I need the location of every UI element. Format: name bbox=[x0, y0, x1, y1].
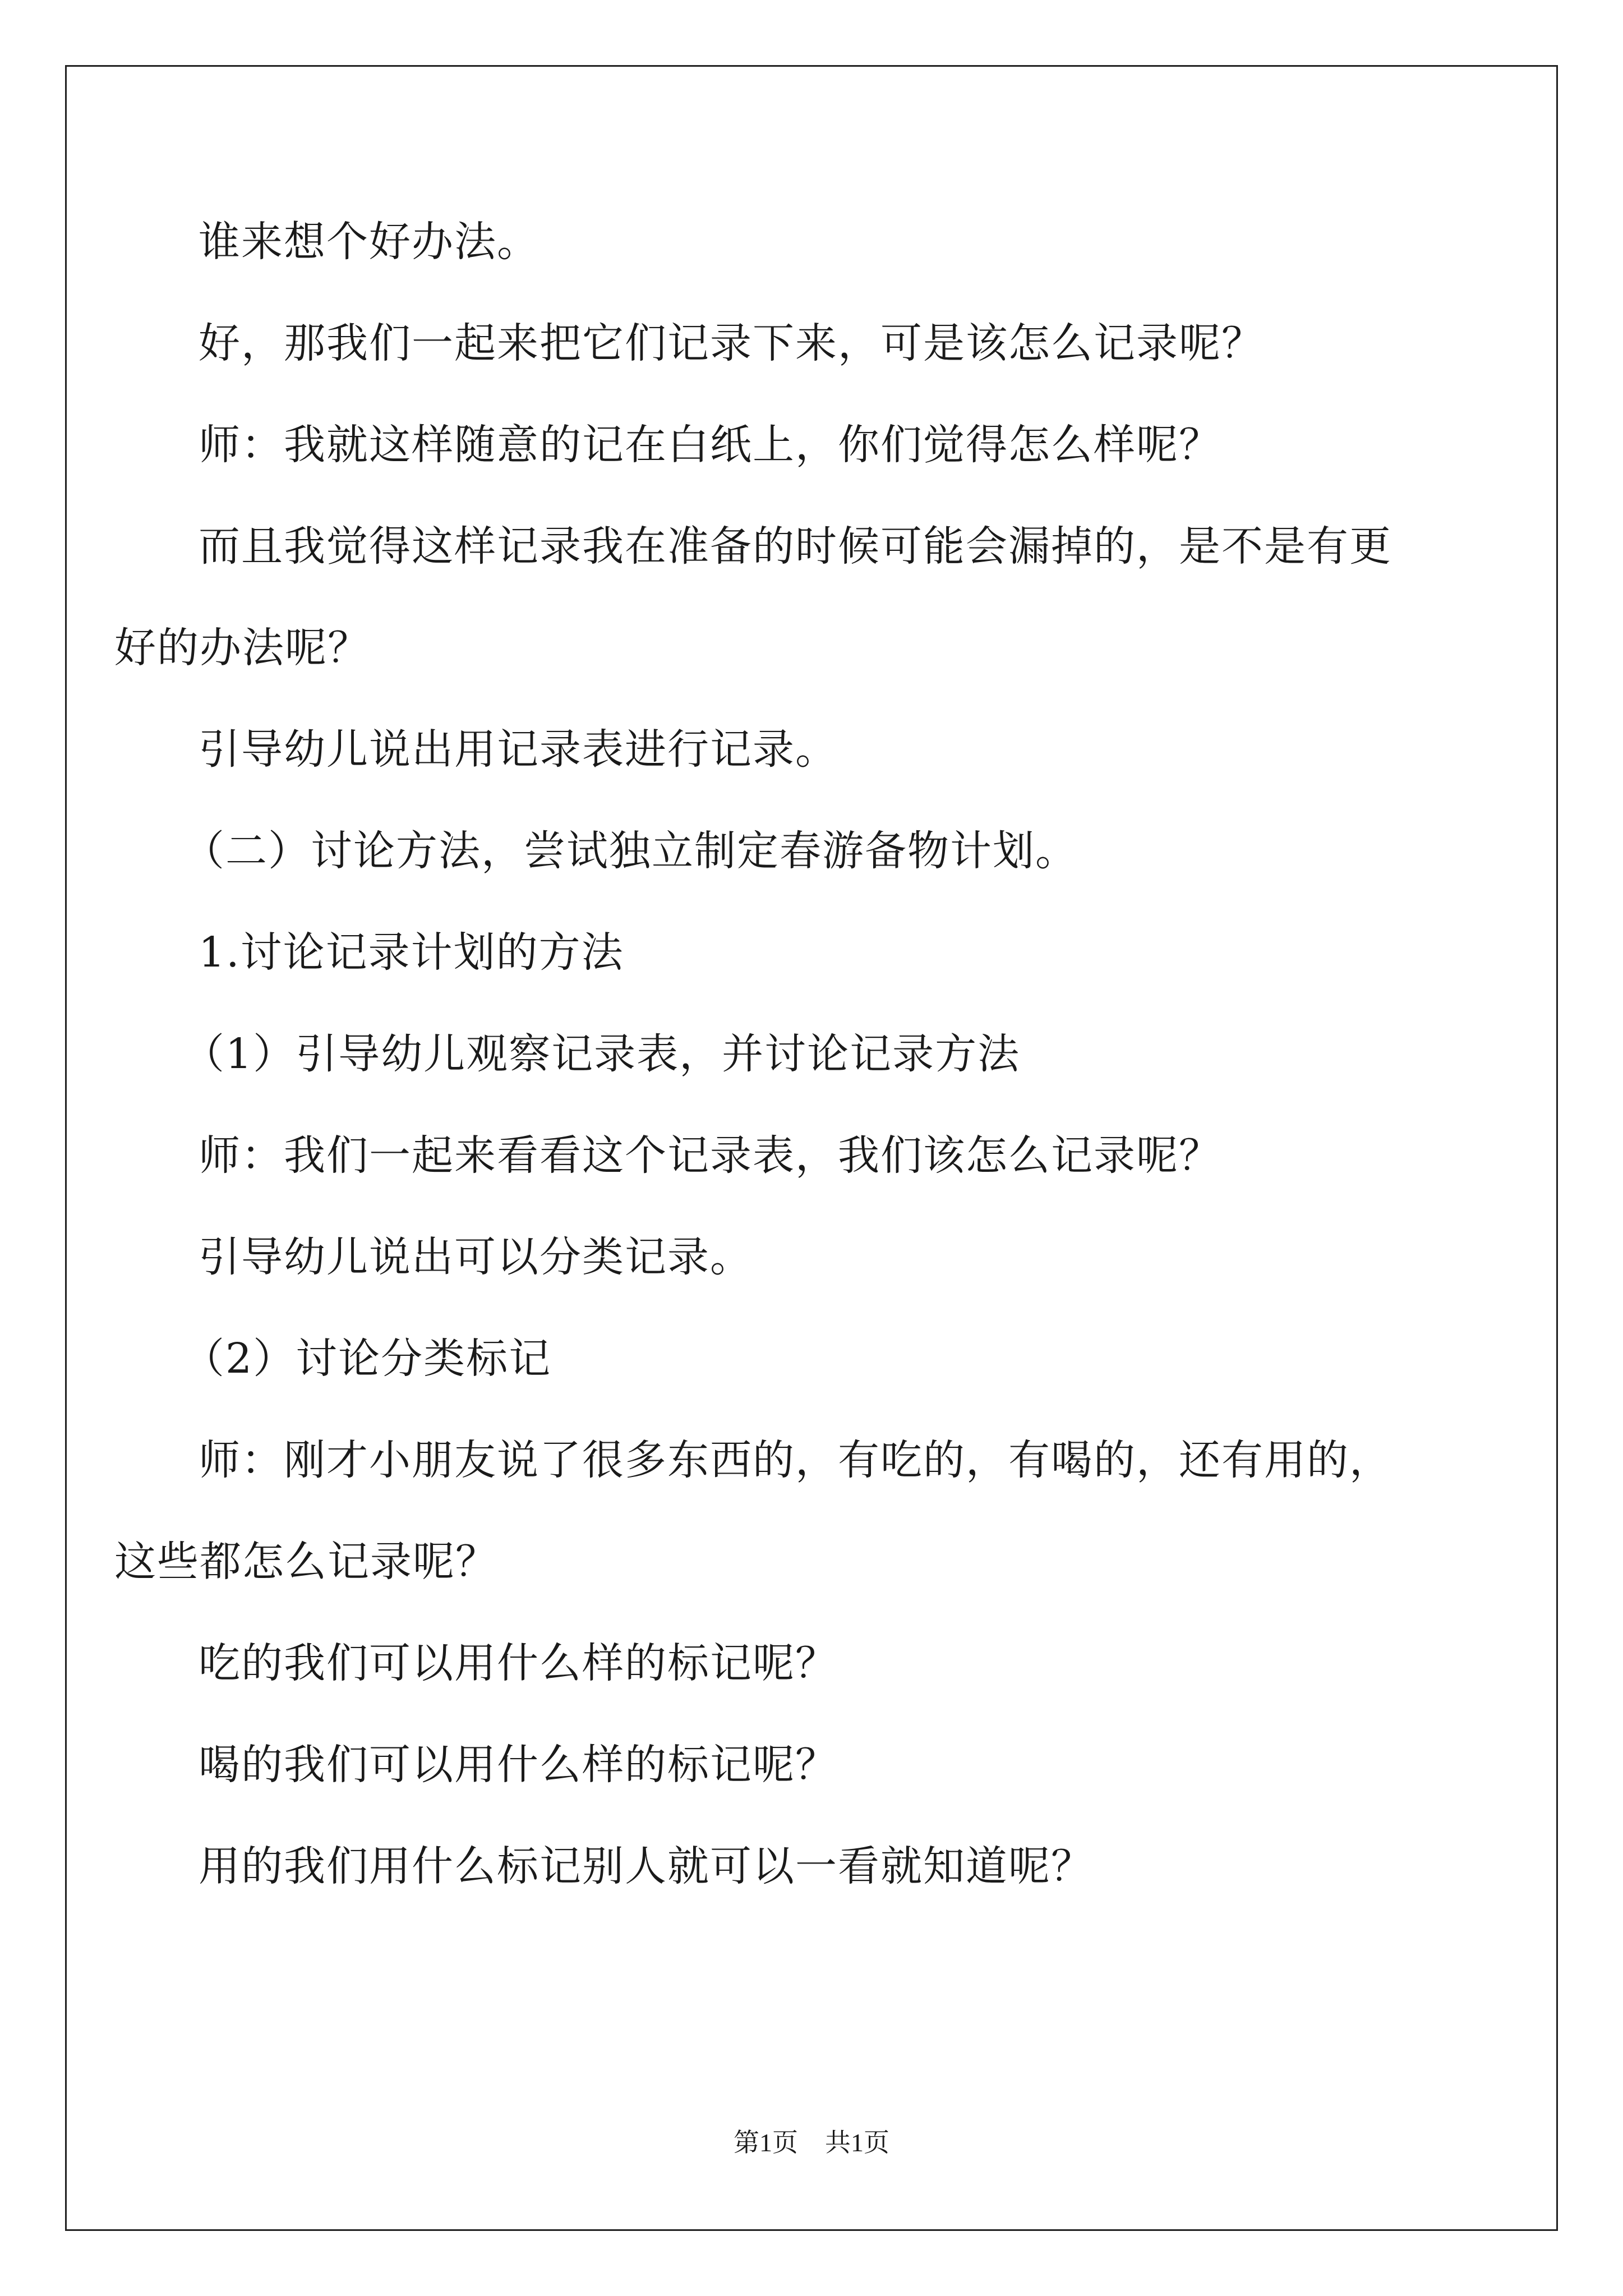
section-heading: （二）讨论方法，尝试独立制定春游备物计划。 bbox=[183, 827, 1078, 875]
paragraph: 喝的我们可以用什么样的标记呢？ bbox=[199, 1741, 838, 1789]
paragraph: 用的我们用什么标记别人就可以一看就知道呢？ bbox=[199, 1842, 1094, 1890]
subsection-item: （2）讨论分类标记 bbox=[183, 1335, 552, 1383]
paragraph: 引导幼儿说出用记录表进行记录。 bbox=[199, 725, 838, 774]
page-footer bbox=[0, 2130, 1623, 2156]
paragraph-continuation: 好的办法呢？ bbox=[114, 624, 370, 672]
paragraph: 师：我就这样随意的记在白纸上，你们觉得怎么样呢？ bbox=[199, 421, 1221, 469]
page-number-current: 第1页 bbox=[734, 2128, 798, 2157]
subsection-heading: 1.讨论记录计划的方法 bbox=[199, 928, 624, 977]
paragraph: 好，那我们一起来把它们记录下来，可是该怎么记录呢？ bbox=[199, 319, 1264, 367]
paragraph: 而且我觉得这样记录我在准备的时候可能会漏掉的，是不是有更 bbox=[199, 522, 1392, 570]
paragraph: 谁来想个好办法。 bbox=[199, 218, 540, 266]
paragraph: 吃的我们可以用什么样的标记呢？ bbox=[199, 1639, 838, 1687]
paragraph: 师：我们一起来看看这个记录表，我们该怎么记录呢？ bbox=[199, 1131, 1221, 1180]
paragraph: 师：刚才小朋友说了很多东西的，有吃的，有喝的，还有用的， bbox=[199, 1436, 1392, 1484]
paragraph-continuation: 这些都怎么记录呢？ bbox=[114, 1538, 498, 1586]
subsection-item: （1）引导幼儿观察记录表，并讨论记录方法 bbox=[183, 1030, 1021, 1078]
paragraph: 引导幼儿说出可以分类记录。 bbox=[199, 1233, 753, 1281]
page-number-total: 共1页 bbox=[825, 2128, 889, 2157]
